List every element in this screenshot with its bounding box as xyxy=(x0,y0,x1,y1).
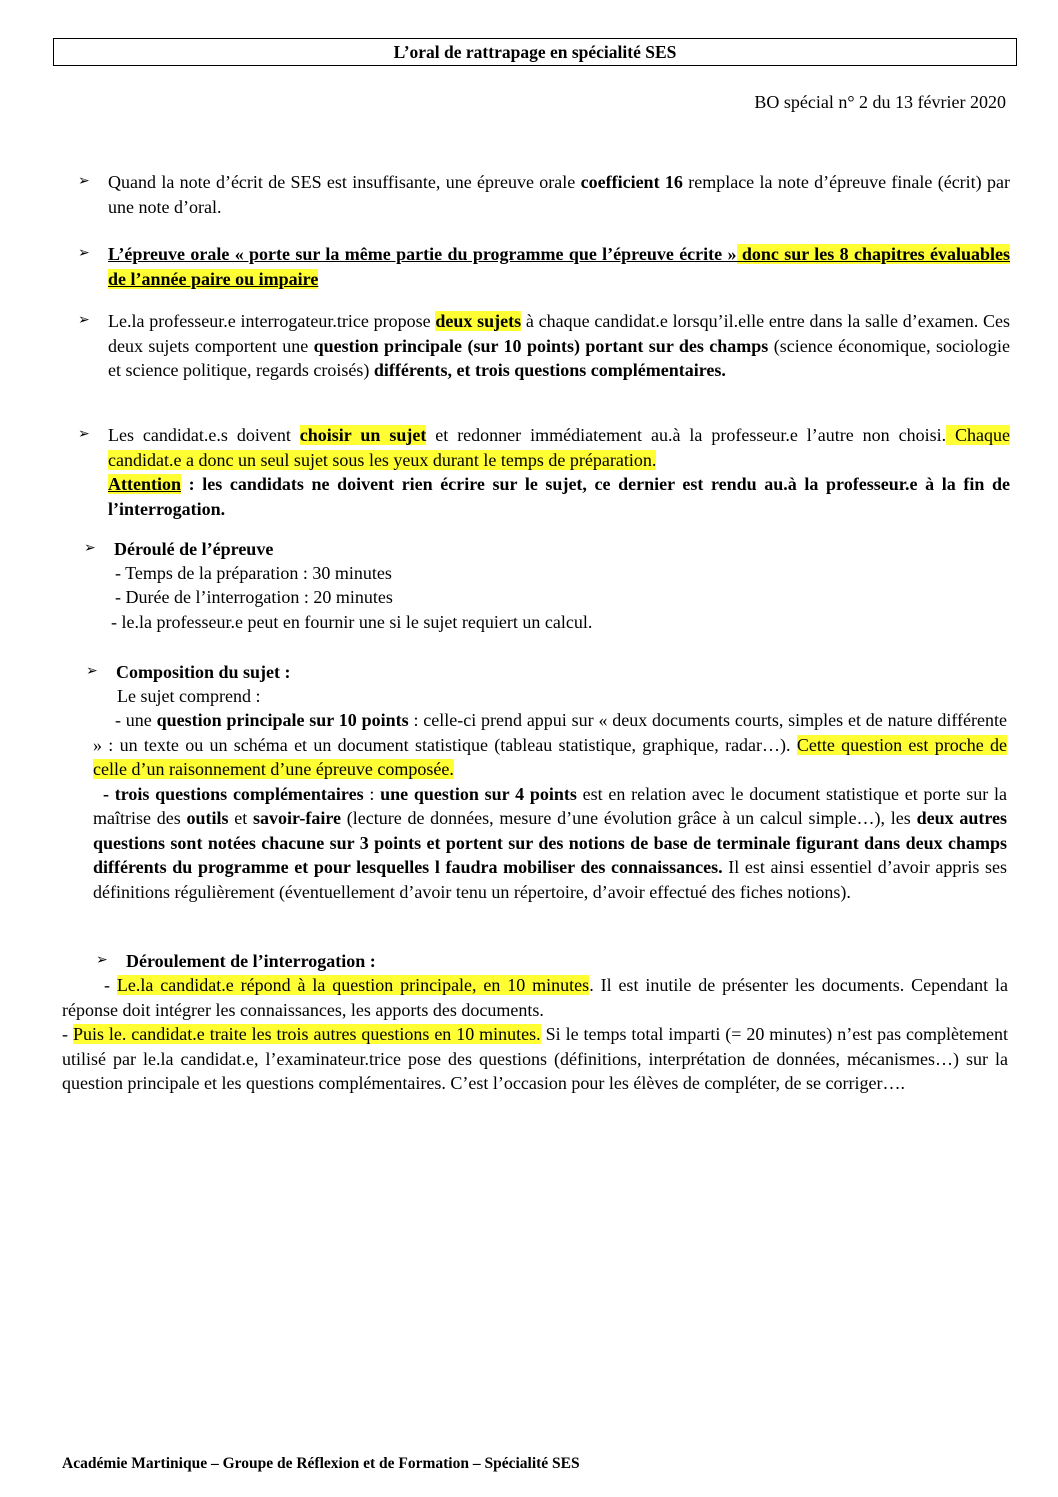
composition-intro: Le sujet comprend : xyxy=(117,686,261,706)
arrow-bullet-icon: ➢ xyxy=(78,313,90,328)
deroulement-body: - Le.la candidat.e répond à la question principale, en 10 minutes. Il est inutile de présenter les documents. Cependant la réponse doit intégrer les connaissances, les apports des documents. - Puis le. candidat.e traite les trois autres questions en 10 minutes. Si le temps total imparti (= 20 minutes) n’est pas complètement utilisé par le.la candidat.e, l’examinateur.trice pose des questions (définitions, interprétation de données, mécanismes…) sur la question principale et les questions complémentaires. C’est l’occasion pour les élèves de compléter, de se corriger…. xyxy=(62,975,1009,1093)
page-footer: Académie Martinique – Groupe de Réflexion et de Formation – Spécialité SES xyxy=(62,1455,580,1472)
arrow-bullet-icon: ➢ xyxy=(78,427,90,442)
bullet-item-composition xyxy=(86,660,1018,685)
arrow-bullet-icon: ➢ xyxy=(84,541,96,556)
section-heading: Déroulé de l’épreuve xyxy=(114,539,274,559)
page-title: L’oral de rattrapage en spécialité SES xyxy=(53,38,1017,66)
deroule-line: - le.la professeur.e peut en fournir une si le sujet requiert un calcul. xyxy=(111,612,593,632)
bullet-item-sujets: ➢ Le.la professeur.e interrogateur.trice propose deux sujets à chaque candidat.e lorsqu’il.elle entre dans la salle d’examen. Ces deux sujets comportent une question principale (sur 10 points) portant sur des champs (science économique, sociologie et science politique, regards croisés) différents, et trois questions complémentaires. xyxy=(78,311,1010,380)
bo-reference: BO spécial n° 2 du 13 février 2020 xyxy=(754,92,1006,112)
attention-label: Attention xyxy=(108,474,181,494)
bullet-item-programme: ➢ L’épreuve orale « porte sur la même partie du programme que l’épreuve écrite » donc sur les 8 chapitres évaluables de l’année paire ou impaire xyxy=(78,244,1010,289)
arrow-bullet-icon: ➢ xyxy=(78,174,90,189)
bullet-item-deroule xyxy=(84,537,1016,562)
bullet-item-deroulement xyxy=(96,949,1028,974)
bullet-item-note: ➢ Quand la note d’écrit de SES est insuffisante, une épreuve orale coefficient 16 remplace la note d’épreuve finale (écrit) par une note d’oral. xyxy=(78,172,1010,217)
section-heading: Déroulement de l’interrogation : xyxy=(126,951,376,971)
section-heading: Composition du sujet : xyxy=(116,662,291,682)
deroule-line: - Temps de la préparation : 30 minutes xyxy=(115,563,392,583)
arrow-bullet-icon: ➢ xyxy=(96,953,108,968)
bullet-item-choix: ➢ Les candidat.e.s doivent choisir un sujet et redonner immédiatement au.à la professeur.e l’autre non choisi. Chaque candidat.e a donc un seul sujet sous les yeux durant le temps de préparation. Attention : les candidats ne doivent rien écrire sur le sujet, ce dernier est rendu au.à la professeur.e à la fin de l’interrogation. xyxy=(78,425,1010,519)
arrow-bullet-icon: ➢ xyxy=(78,246,90,261)
deroule-line: - Durée de l’interrogation : 20 minutes xyxy=(115,587,393,607)
arrow-bullet-icon: ➢ xyxy=(86,664,98,679)
composition-body: - une question principale sur 10 points : celle-ci prend appui sur « deux documents courts, simples et de nature différente » : un texte ou un schéma et un document statistique (tableau statistique, graphique, radar…). Cette question est proche de celle d’un raisonnement d’une épreuve composée. - trois questions complémentaires : une question sur 4 points est en relation avec le document statistique et porte sur la maîtrise des outils et savoir-faire (lecture de données, mesure d’une évolution grâce à un calcul simple…), les deux autres questions sont notées chacune sur 3 points et portent sur des notions de base de terminale figurant dans deux champs différents du programme et pour lesquelles l faudra mobiliser des connaissances. Il est ainsi essentiel d’avoir appris ses définitions régulièrement (éventuellement d’avoir tenu un répertoire, d’avoir effectué des fiches notions). xyxy=(93,710,1008,902)
